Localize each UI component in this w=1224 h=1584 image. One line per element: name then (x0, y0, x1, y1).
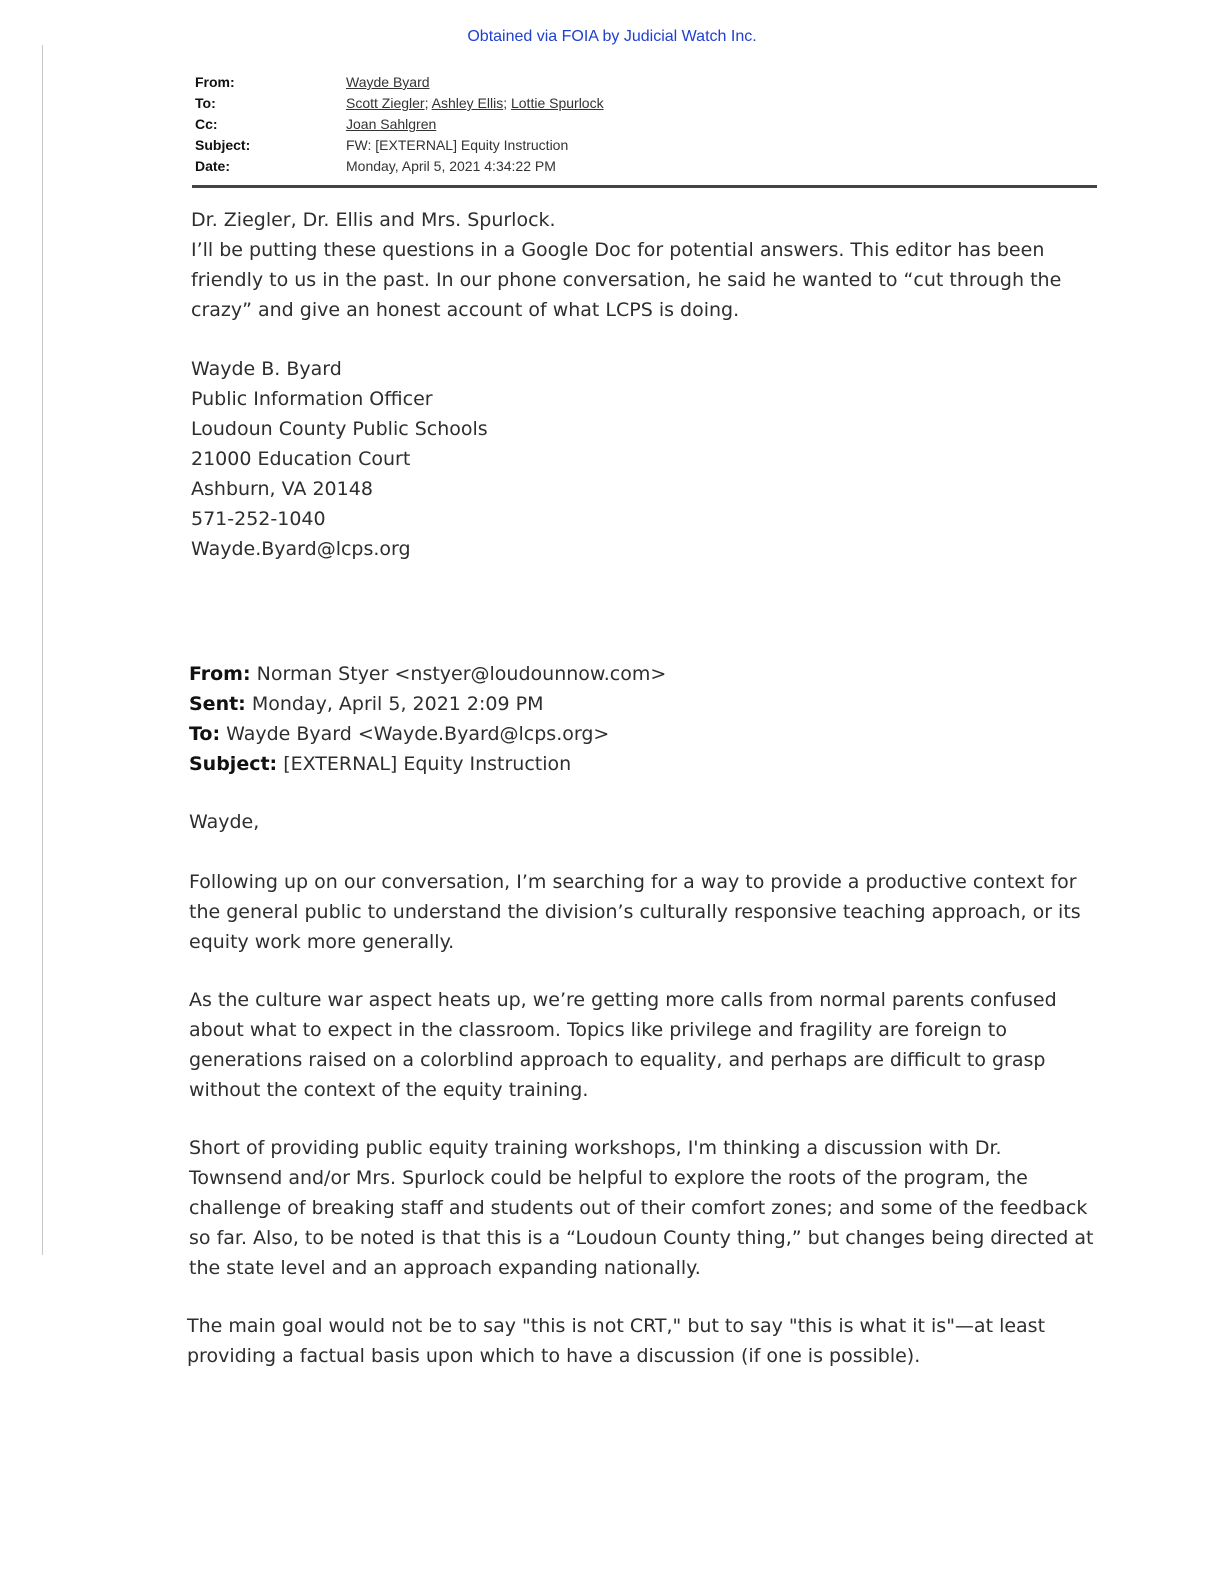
fwd-subject-line (189, 749, 1099, 779)
signature-street: 21000 Education Court (191, 448, 411, 470)
message-paragraph: As the culture war aspect heats up, we’re getting more calls from normal parents confused about what to expect in the classroom. Topics like privilege and fragility are foreign to generations raised on a colorblind approach to equality, and perhaps are difficult to grasp without the context of the equity training. (189, 989, 1057, 1101)
header-cc-label: Cc: (195, 116, 218, 132)
header-subject-value: FW: [EXTERNAL] Equity Instruction (346, 137, 569, 153)
header-subject-label: Subject: (195, 137, 251, 153)
header-divider (192, 185, 1097, 188)
message-paragraph: The main goal would not be to say "this is not CRT," but to say "this is what it is"—at least providing a factual basis upon which to have a discussion (if one is possible). (187, 1315, 1046, 1367)
signature-phone: 571-252-1040 (191, 508, 326, 530)
header-date-row (195, 156, 604, 177)
fwd-sent-line (189, 689, 1099, 719)
intro-block (191, 205, 1101, 325)
recipient-link[interactable]: Lottie Spurlock (510, 95, 604, 111)
fwd-to-value: Wayde Byard <Wayde.Byard@lcps.org> (220, 723, 610, 745)
signature-name: Wayde B. Byard (191, 358, 342, 380)
fwd-sent-value: Monday, April 5, 2021 2:09 PM (245, 693, 544, 715)
intro-salutation: Dr. Ziegler, Dr. Ellis and Mrs. Spurlock. (191, 209, 556, 231)
message-paragraph: Short of providing public equity training workshops, I'm thinking a discussion with Dr. Townsend and/or Mrs. Spurlock could be helpful to explore the roots of the program, the challenge of breaking staff and students out of their comfort zones; and some of the feedback so far. Also, to be noted is that this is a “Loudoun County thing,” but changes being directed at the state level and an approach expanding nationally. (189, 1137, 1094, 1279)
signature-org: Loudoun County Public Schools (191, 418, 488, 440)
fwd-from-label: From: (189, 663, 251, 685)
message-paragraph: Following up on our conversation, I’m searching for a way to provide a productive context for the general public to understand the division’s culturally responsive teaching approach, or its equity work more generally. (189, 871, 1081, 953)
page-margin-rule (42, 45, 43, 1255)
signature-city: Ashburn, VA 20148 (191, 478, 373, 500)
foia-banner: Obtained via FOIA by Judicial Watch Inc. (467, 28, 757, 45)
header-to-row: To: Scott Ziegler; Ashley Ellis; Lottie Spurlock (195, 93, 604, 114)
sender-link[interactable]: Wayde Byard (346, 74, 430, 90)
header-subject-row (195, 135, 604, 156)
signature-title: Public Information Officer (191, 388, 433, 410)
fwd-subject-value: [EXTERNAL] Equity Instruction (277, 753, 572, 775)
fwd-from-line (189, 659, 1099, 689)
fwd-subject-label: Subject: (189, 753, 278, 775)
fwd-to-line (189, 719, 1099, 749)
cc-link[interactable]: Joan Sahlgren (346, 116, 437, 132)
message-greeting: Wayde, (189, 811, 260, 833)
recipient-link[interactable]: Ashley Ellis (431, 95, 504, 111)
signature-email: Wayde.Byard@lcps.org (191, 538, 411, 560)
header-date-label: Date: (195, 158, 231, 174)
email-header (195, 72, 604, 177)
intro-paragraph: I’ll be putting these questions in a Google Doc for potential answers. This editor has been friendly to us in the past. In our phone conversation, he said he wanted to “cut through the crazy” and give an honest account of what LCPS is doing. (191, 239, 1062, 321)
header-cc-row (195, 114, 604, 135)
fwd-sent-label: Sent: (189, 693, 246, 715)
header-date-value: Monday, April 5, 2021 4:34:22 PM (346, 158, 556, 174)
header-from-row (195, 72, 604, 93)
header-to-label: To: (195, 95, 216, 111)
recipient-link[interactable]: Scott Ziegler (346, 95, 425, 111)
fwd-from-value: Norman Styer <nstyer@loudounnow.com> (250, 663, 667, 685)
forwarded-header (189, 659, 1099, 779)
signature-block (191, 354, 1101, 564)
fwd-to-label: To: (189, 723, 221, 745)
header-from-label: From: (195, 74, 235, 90)
